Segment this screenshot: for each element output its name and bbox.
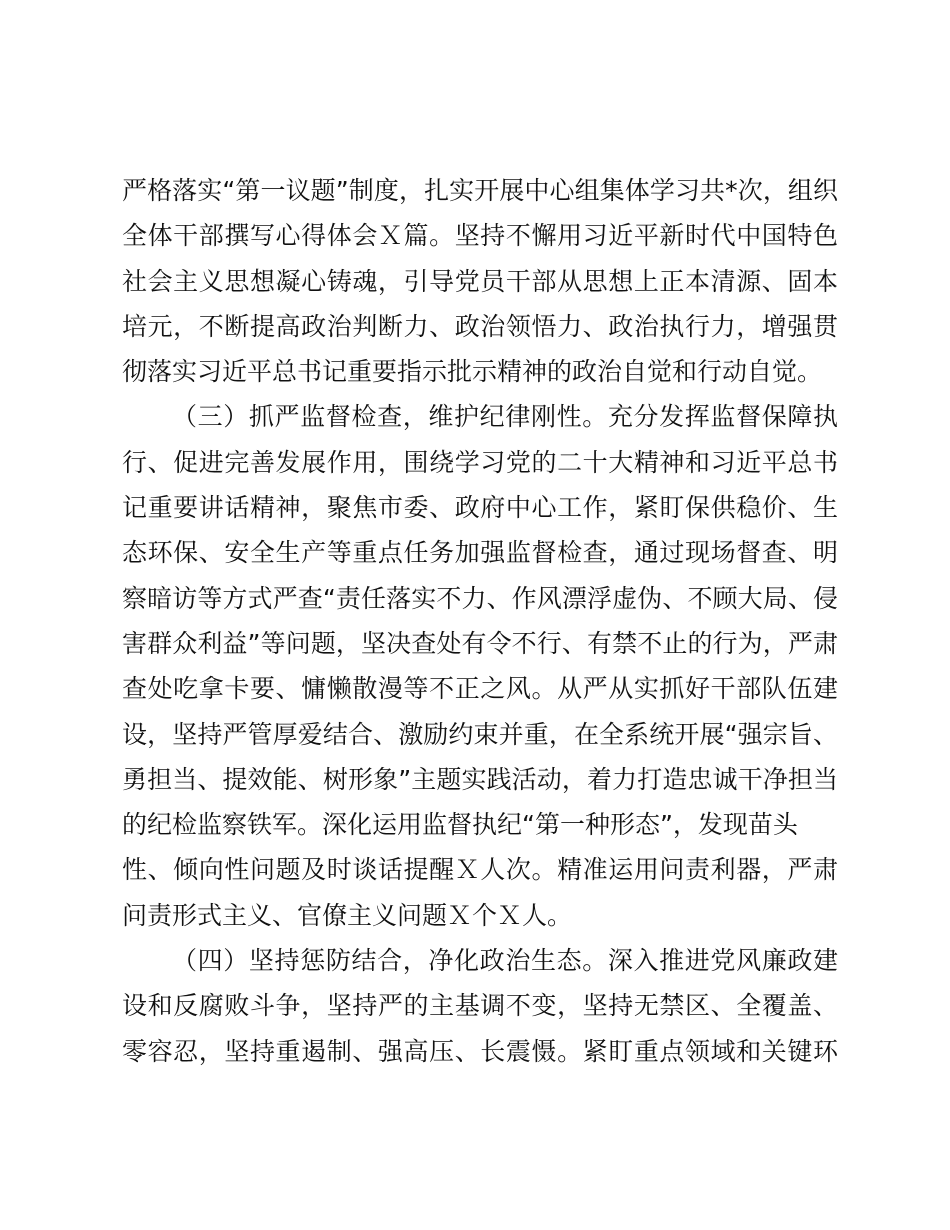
text-line: 察暗访等方式严查“责任落实不力、作风漂浮虚伪、不顾大局、侵 — [122, 583, 838, 613]
text-line: 严格落实“第一议题”制度，扎实开展中心组集体学习共*次，组织 — [122, 176, 838, 205]
section-heading-line: （四）坚持惩防结合，净化政治生态。深入推进党风廉政建 — [172, 946, 838, 976]
text-line: 社会主义思想凝心铸魂，引导党员干部从思想上正本清源、固本 — [122, 266, 838, 296]
section-heading-line: （三）抓严监督检查，维护纪律刚性。充分发挥监督保障执 — [172, 402, 838, 432]
text-line: 态环保、安全生产等重点任务加强监督检查，通过现场督查、明 — [122, 538, 838, 568]
text-line: 害群众利益”等问题，坚决查处有令不行、有禁不止的行为，严肃 — [122, 628, 838, 658]
text-line: 彻落实习近平总书记重要指示批示精神的政治自觉和行动自觉。 — [122, 357, 823, 387]
text-line: 记重要讲话精神，聚焦市委、政府中心工作，紧盯保供稳价、生 — [122, 493, 838, 523]
text-line: 勇担当、提效能、树形象”主题实践活动，着力打造忠诚干净担当 — [122, 764, 838, 794]
text-line: 设和反腐败斗争，坚持严的主基调不变，坚持无禁区、全覆盖、 — [122, 991, 838, 1021]
text-line: 培元，不断提高政治判断力、政治领悟力、政治执行力，增强贯 — [122, 311, 838, 341]
text-line: 零容忍，坚持重遏制、强高压、长震慑。紧盯重点领域和关键环 — [122, 1036, 838, 1066]
text-line: 查处吃拿卡要、慵懒散漫等不正之风。从严从实抓好干部队伍建 — [122, 674, 838, 704]
document-body — [122, 168, 838, 1074]
text-line: 性、倾向性问题及时谈话提醒Ｘ人次。精准运用问责利器，严肃 — [122, 855, 838, 885]
text-line: 问责形式主义、官僚主义问题Ｘ个Ｘ人。 — [122, 900, 573, 930]
text-line: 全体干部撰写心得体会Ｘ篇。坚持不懈用习近平新时代中国特色 — [122, 221, 838, 251]
text-line: 设，坚持严管厚爱结合、激励约束并重，在全系统开展“强宗旨、 — [122, 719, 838, 749]
text-line: 的纪检监察铁军。深化运用监督执纪“第一种形态”，发现苗头 — [122, 810, 798, 840]
text-line: 行、促进完善发展作用，围绕学习党的二十大精神和习近平总书 — [122, 447, 838, 477]
